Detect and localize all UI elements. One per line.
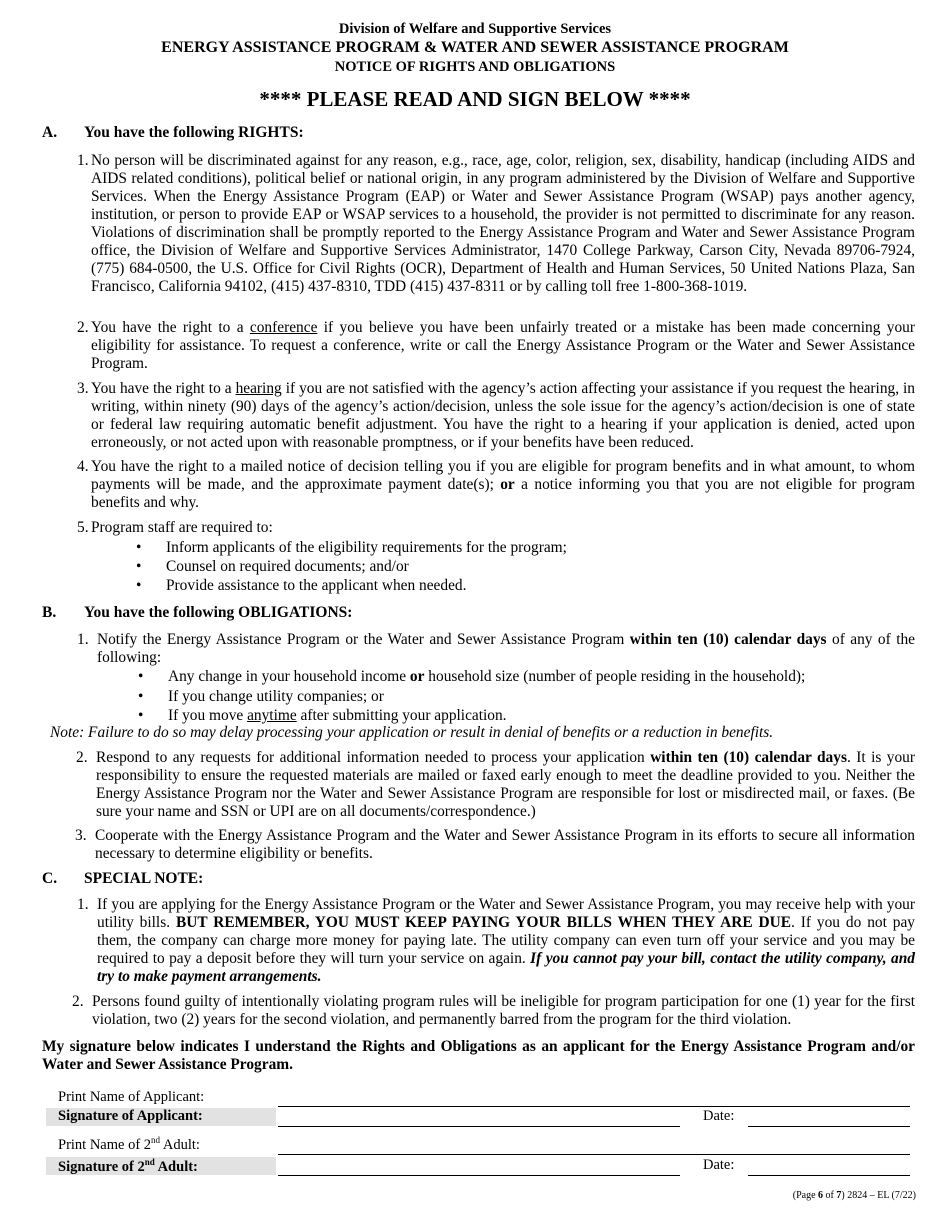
item-text: You have the right to a mailed notice of decision telling you if you are eligible for program benefits and in what amount, to whom payments will be made, and the approximate payment date(s);	[91, 458, 915, 493]
rights-item-3	[77, 380, 916, 452]
print-name-applicant-label: Print Name of Applicant:	[58, 1089, 205, 1105]
item-number: 2.	[77, 319, 89, 336]
bullet-item	[138, 687, 384, 707]
bullet-icon: •	[136, 539, 142, 556]
item-text: if you believe you have been unfairly treated or a mistake has been made concerning your eligibility for assistance. To request a conference, write or call the Energy Assistance Program or the Water and Sewer Assistance Program.	[91, 319, 915, 372]
or-emphasis: or	[409, 668, 425, 685]
item-text: . It is your responsibility to ensure the requested materials are mailed or faxed early enough to meet the deadline provided to you. Neither the Energy Assistance Program nor the Water and Sewer Assistance Program are responsible for lost or misdirected mail, or faxes. (Be sure your name and SSN or UPI are on all documents/correspondence.)	[96, 749, 915, 820]
item-number: 4.	[77, 458, 89, 475]
bullet-text: household size (number of people residing in the household);	[424, 668, 806, 685]
item-number: 2.	[72, 993, 84, 1010]
conference-term: conference	[249, 319, 318, 336]
print-name-2nd-adult-line[interactable]	[278, 1154, 910, 1155]
date-label: Date:	[703, 1157, 735, 1173]
item-text: of any of the following:	[97, 631, 915, 666]
division-heading: Division of Welfare and Supportive Services	[338, 21, 612, 37]
bullet-icon: •	[138, 688, 144, 705]
keep-paying-emphasis: BUT REMEMBER, YOU MUST KEEP PAYING YOUR BILLS WHEN THEY ARE DUE	[175, 914, 791, 931]
item-number: 3.	[75, 827, 87, 844]
label-text: Adult:	[154, 1158, 198, 1175]
deadline-emphasis: within ten (10) calendar days	[650, 749, 847, 766]
label-text: Print Name of 2	[58, 1136, 152, 1153]
item-text: Persons found guilty of intentionally violating program rules will be ineligible for program participation for one (1) year for the first violation, two (2) years for the second violation, and permanently barred from the program for the third violation.	[92, 993, 915, 1028]
section-c-title: SPECIAL NOTE:	[84, 870, 204, 887]
bullet-text: Any change in your household income	[168, 668, 410, 685]
rights-item-2	[77, 319, 915, 373]
bullet-text: after submitting your application.	[296, 707, 507, 724]
print-name-2nd-adult-label	[58, 1135, 200, 1154]
label-text: Adult:	[160, 1136, 200, 1153]
signature-applicant-label: Signature of Applicant:	[58, 1108, 203, 1124]
item-text: Cooperate with the Energy Assistance Program and the Water and Sewer Assistance Program in its efforts to secure all information necessary to determine eligibility or benefits.	[95, 827, 915, 862]
item-text: You have the right to a	[91, 380, 236, 397]
obligation-item-3	[75, 827, 915, 863]
footer-text: (Page	[792, 1190, 819, 1201]
page-footer	[793, 1190, 916, 1201]
item-text: Program staff are required to:	[91, 519, 273, 536]
item-text: Respond to any requests for additional information needed to process your application	[96, 749, 651, 766]
ordinal-suffix: nd	[144, 1157, 155, 1167]
deadline-emphasis: within ten (10) calendar days	[629, 631, 827, 648]
item-text: . If you do not pay them, the company can charge more money for paying late. The utility company can even turn off your service and you may be required to pay a deposit before they will turn your service on again.	[97, 914, 915, 967]
2nd-adult-date-line[interactable]	[748, 1175, 910, 1176]
item-number: 5.	[77, 519, 89, 536]
item-number: 1.	[77, 152, 89, 169]
bullet-item	[136, 557, 409, 577]
or-emphasis: or	[500, 476, 515, 493]
read-sign-heading: **** PLEASE READ AND SIGN BELOW ****	[259, 87, 691, 111]
bullet-icon: •	[136, 577, 142, 594]
rights-item-5	[77, 519, 915, 537]
bullet-item	[138, 706, 507, 726]
item-number: 1.	[77, 896, 89, 913]
anytime-term: anytime	[247, 707, 297, 724]
bullet-text: If you change utility companies; or	[168, 688, 384, 705]
item-text: No person will be discriminated against for any reason, e.g., race, age, color, religion, sex, disability, handicap (including AIDS and AIDS related conditions), political belief or national origin, in any program administered by the Division of Welfare and Supportive Services. When the Energy Assistance Program (EAP) or Water and Sewer Assistance Program (WSAP) pays another agency, institution, or person to provide EAP or WSAP services to a household, the provider is not permitted to discriminate for any reason. Violations of discrimination shall be promptly reported to the Energy Assistance Program and Water and Sewer Assistance Program office, the Division of Welfare and Supportive Services Administrator, 1470 College Parkway, Carson City, Nevada 89706-7924, (775) 684-0500, the U.S. Office for Civil Rights (OCR), Department of Health and Human Services, 50 United Nations Plaza, San Francisco, California 94102, (415) 437-8310, TDD (415) 437-8311 or by calling toll free 1-800-368-1019.	[91, 152, 915, 295]
section-b-title: You have the following OBLIGATIONS:	[84, 604, 353, 621]
notice-heading: NOTICE OF RIGHTS AND OBLIGATIONS	[334, 59, 616, 75]
bullet-icon: •	[138, 707, 144, 724]
item-text: a notice informing you that you are not eligible for program benefits and why.	[91, 476, 915, 511]
program-heading: ENERGY ASSISTANCE PROGRAM & WATER AND SEWER ASSISTANCE PROGRAM	[161, 39, 789, 56]
item-text: if you are not satisfied with the agency’s action affecting your assistance if you request the hearing, in writing, within ninety (90) days of the agency’s action/decision, unless the sole issue for the agency’s action/decision is one of state or federal law requiring automatic benefit adjustment. You have the right to a hearing if your application is denied, acted upon erroneously, or not acted upon with reasonable promptness, or if your benefits have been reduced.	[91, 380, 916, 451]
label-text: Signature of 2	[58, 1158, 145, 1175]
signature-2nd-adult-label	[58, 1157, 198, 1176]
rights-item-4	[77, 458, 915, 512]
signature-declaration: My signature below indicates I understand the Rights and Obligations as an applicant for the Energy Assistance Program and/or Water and Sewer Assistance Program.	[42, 1038, 915, 1073]
bullet-text: If you move	[168, 707, 248, 724]
bullet-item	[138, 667, 806, 687]
item-text: Notify the Energy Assistance Program or the Water and Sewer Assistance Program	[97, 631, 630, 648]
failure-note: Note: Failure to do so may delay processing your application or result in denial of benefits or a reduction in benefits.	[50, 724, 774, 741]
item-text: If you are applying for the Energy Assistance Program or the Water and Sewer Assistance Program, you may receive help with your utility bills.	[97, 896, 915, 931]
special-note-item-1	[77, 896, 916, 986]
bullet-icon: •	[136, 558, 142, 575]
special-note-item-2	[72, 993, 915, 1029]
page-total: 7	[836, 1190, 842, 1201]
signature-applicant-line[interactable]	[278, 1126, 680, 1127]
obligation-item-2	[76, 749, 915, 821]
form-code: ) 2824 – EL (7/22)	[841, 1190, 916, 1201]
item-number: 2.	[76, 749, 88, 766]
item-text: You have the right to a	[91, 319, 250, 336]
obligation-item-1	[77, 631, 915, 667]
bullet-text: Counsel on required documents; and/or	[166, 558, 409, 575]
rights-item-1	[77, 152, 915, 296]
bullet-item	[136, 576, 467, 596]
date-label: Date:	[703, 1108, 735, 1124]
ordinal-suffix: nd	[151, 1135, 161, 1145]
item-number: 3.	[77, 380, 89, 397]
applicant-date-line[interactable]	[748, 1126, 910, 1127]
section-c-letter: C.	[42, 870, 58, 887]
bullet-item	[136, 538, 567, 558]
section-a-title: You have the following RIGHTS:	[84, 124, 304, 141]
section-b-letter: B.	[42, 604, 57, 621]
bullet-icon: •	[138, 668, 144, 685]
contact-utility-emphasis: If you cannot pay your bill, contact the utility company, and try to make payment arrangements.	[97, 950, 916, 985]
bullet-text: Inform applicants of the eligibility requirements for the program;	[166, 539, 567, 556]
section-a-letter: A.	[42, 124, 58, 141]
page-number: 6	[818, 1190, 824, 1201]
footer-text: of	[823, 1190, 837, 1201]
item-number: 1.	[77, 631, 89, 648]
hearing-term: hearing	[235, 380, 282, 397]
bullet-text: Provide assistance to the applicant when needed.	[166, 577, 467, 594]
signature-2nd-adult-line[interactable]	[278, 1175, 680, 1176]
print-name-applicant-line[interactable]	[278, 1106, 910, 1107]
